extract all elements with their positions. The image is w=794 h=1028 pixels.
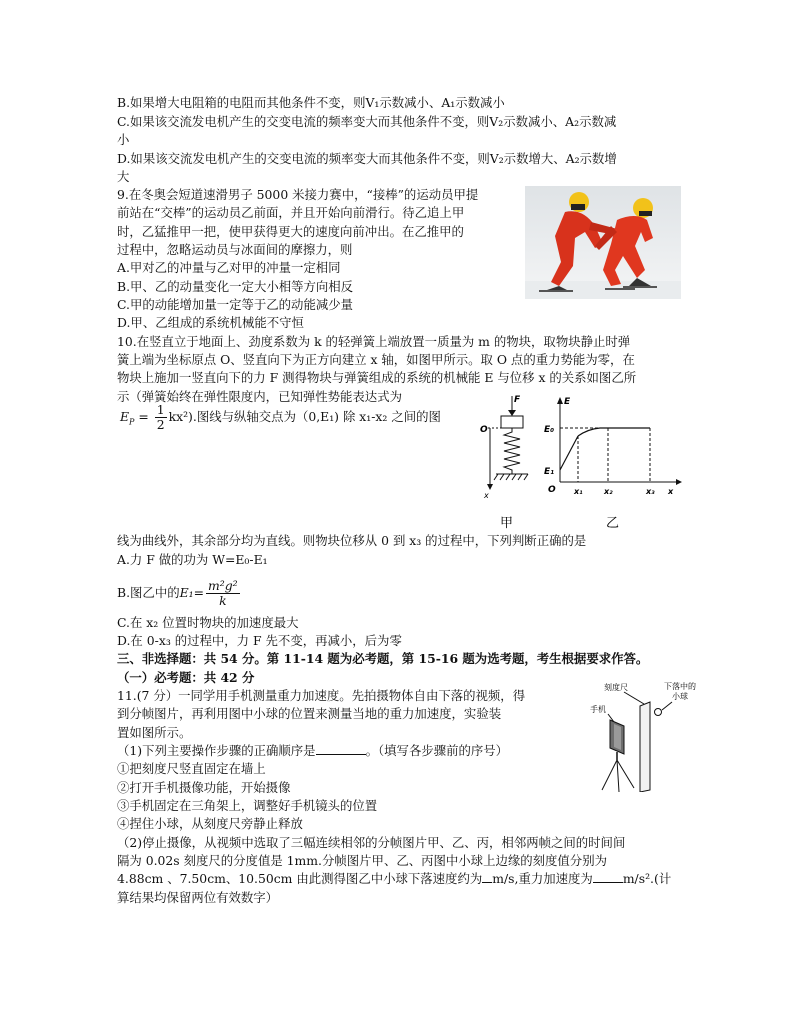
q10-option-c: C.在 x₂ 位置时物块的加速度最大 (117, 615, 299, 630)
q8-option-c: C.如果该交流发电机产生的交变电流的频率变大而其他条件不变，则V₂示数减小、A₂示数减 (117, 114, 617, 129)
phone-on-tripod (602, 720, 634, 792)
q9-stem-line4: 过程中，忽略运动员与冰面间的摩擦力，则 (117, 242, 353, 257)
ground-hatch (494, 474, 528, 480)
label-x: x (484, 491, 489, 500)
label-F: F (514, 395, 521, 405)
q11-stem-line3: 置如图所示。 (117, 725, 192, 740)
q8-option-d-cont: 大 (117, 169, 130, 184)
section3-title: 三、非选择题：共 54 分。第 11-14 题为必考题，第 15-16 题为选考题，考生根据要求作答。 (117, 651, 649, 666)
q8-option-c-cont: 小 (117, 132, 130, 147)
q10-stem-line1: 10.在竖直立于地面上、劲度系数为 k 的轻弹簧上端放置一质量为 m 的物块，取物块静止时弹 (117, 334, 631, 349)
label-ruler: 刻度尺 (604, 683, 628, 692)
label-x3: x₃ (646, 487, 655, 496)
option-b-fraction: $\frac{\text{m²g²}}{k}$ (208, 578, 238, 608)
q10-stem-line3: 物块上施加一竖直向下的力 F 测得物块与弹簧组成的系统的机械能 E 与位移 x 的关系如图乙所 (117, 370, 637, 385)
q9-option-a: A.甲对乙的冲量与乙对甲的冲量一定相同 (117, 260, 341, 275)
q11-apparatus-figure (588, 680, 706, 792)
q11-step1: ①把刻度尺竖直固定在墙上 (117, 761, 266, 776)
q9-option-d: D.甲、乙组成的系统机械能不守恒 (117, 315, 304, 330)
q11-stem-line2: 到分帧图片，再利用图中小球的位置来测量当地的重力加速度，实验装 (117, 706, 502, 721)
q9-option-c: C.甲的动能增加量一定等于乙的动能减少量 (117, 297, 354, 312)
label-phone: 手机 (590, 705, 606, 714)
label-x1: x₁ (574, 487, 583, 496)
label-E: E (564, 397, 571, 407)
label-O: O (480, 425, 488, 435)
spring-diagram (487, 396, 528, 490)
speed-skaters-photo (525, 186, 681, 299)
label-E1: E₁ (544, 467, 555, 477)
q11-part1: （1)下列主要操作步骤的正确顺序是 。（填写各步骤前的序号） (117, 743, 509, 758)
q11-step4: ④捏住小球，从刻度尺旁静止释放 (117, 816, 303, 831)
q11-part2-line2: 隔为 0.02s 刻度尺的分度值是 1mm.分帧图片甲、乙、丙图中小球上边缘的刻度值分别为 (117, 853, 607, 868)
label-falling-ball: 下落中的 (664, 682, 696, 691)
section3-subtitle: （一）必考题：共 42 分 (117, 670, 255, 685)
energy-graph (557, 397, 682, 485)
formula-ep: $E_P$ (120, 409, 135, 427)
q9-stem-line2: 前站在“交棒”的运动员乙前面，并且开始向前滑行。待乙追上甲 (117, 205, 465, 220)
q10-figure (478, 392, 684, 537)
q9-option-b: B.甲、乙的动量变化一定大小相等方向相反 (117, 279, 354, 294)
q8-option-d: D.如果该交流发电机产生的交变电流的频率变大而其他条件不变，则V₂示数增大、A₂示数增 (117, 151, 617, 166)
q10-formula-line: $E_P$ = $\frac{1}{2}$ kx²).图线与纵轴交点为（0,E₁) 除 x₁-x₂ 之间的图 (120, 402, 441, 432)
label-x-axis: x (668, 487, 674, 496)
q10-stem-line4: 示（弹簧始终在弹性限度内，已知弹性势能表达式为 (117, 389, 402, 404)
q9-stem-line1: 9.在冬奥会短道速滑男子 5000 米接力赛中，“接棒”的运动员甲提 (117, 187, 479, 202)
caption-jia: 甲 (500, 516, 514, 531)
label-E0: E₀ (544, 425, 555, 435)
q11-step3: ③手机固定在三角架上，调整好手机镜头的位置 (117, 798, 378, 813)
q11-part2-line3: 4.88cm 、7.50cm、10.50cm 由此测得图乙中小球下落速度约为 m/s,重力加速度为 m/s².(计 (117, 871, 672, 886)
q11-step2: ②打开手机摄像功能，开始摄像 (117, 780, 291, 795)
falling-ball (655, 709, 662, 716)
label-x2: x₂ (604, 487, 613, 496)
answer-blank-velocity[interactable] (482, 871, 492, 883)
q8-option-b: B.如果增大电阻箱的电阻而其他条件不变，则V₁示数减小、A₁示数减小 (117, 95, 505, 110)
q10-stem-line6: 线为曲线外，其余部分均为直线。则物块位移从 0 到 x₃ 的过程中，下列判断正确的是 (117, 533, 587, 548)
label-falling-ball-2: 小球 (672, 692, 688, 701)
formula-half: $\frac{1}{2}$ (156, 402, 165, 432)
caption-yi: 乙 (606, 516, 620, 531)
q10-option-d: D.在 0-x₃ 的过程中，力 F 先不变，再减小，后为零 (117, 633, 402, 648)
q10-stem-line2: 簧上端为坐标原点 O、竖直向下为正方向建立 x 轴，如图甲所示。取 O 点的重力势能为零，在 (117, 352, 635, 367)
q11-part2-line4: 算结果均保留两位有效数字） (117, 890, 279, 905)
q10-option-a: A.力 F 做的功为 W=E₀-E₁ (117, 552, 268, 567)
q10-option-b: B.图乙中的E₁= $\frac{\text{m²g²}}{k}$ (117, 578, 238, 608)
answer-blank-gravity[interactable] (593, 871, 623, 883)
q9-stem-line3: 时，乙猛推甲一把，使甲获得更大的速度向前冲出。在乙推甲的 (117, 224, 464, 239)
answer-blank-order[interactable] (316, 743, 366, 755)
q11-part2-line1: （2)停止摄像，从视频中选取了三幅连续相邻的分帧图片甲、乙、丙，相邻两帧之间的时间间 (117, 835, 626, 850)
q11-stem-line1: 11.(7 分）一同学用手机测量重力加速度。先拍摄物体自由下落的视频，得 (117, 688, 526, 703)
label-origin: O (548, 485, 556, 495)
ruler (640, 702, 650, 792)
